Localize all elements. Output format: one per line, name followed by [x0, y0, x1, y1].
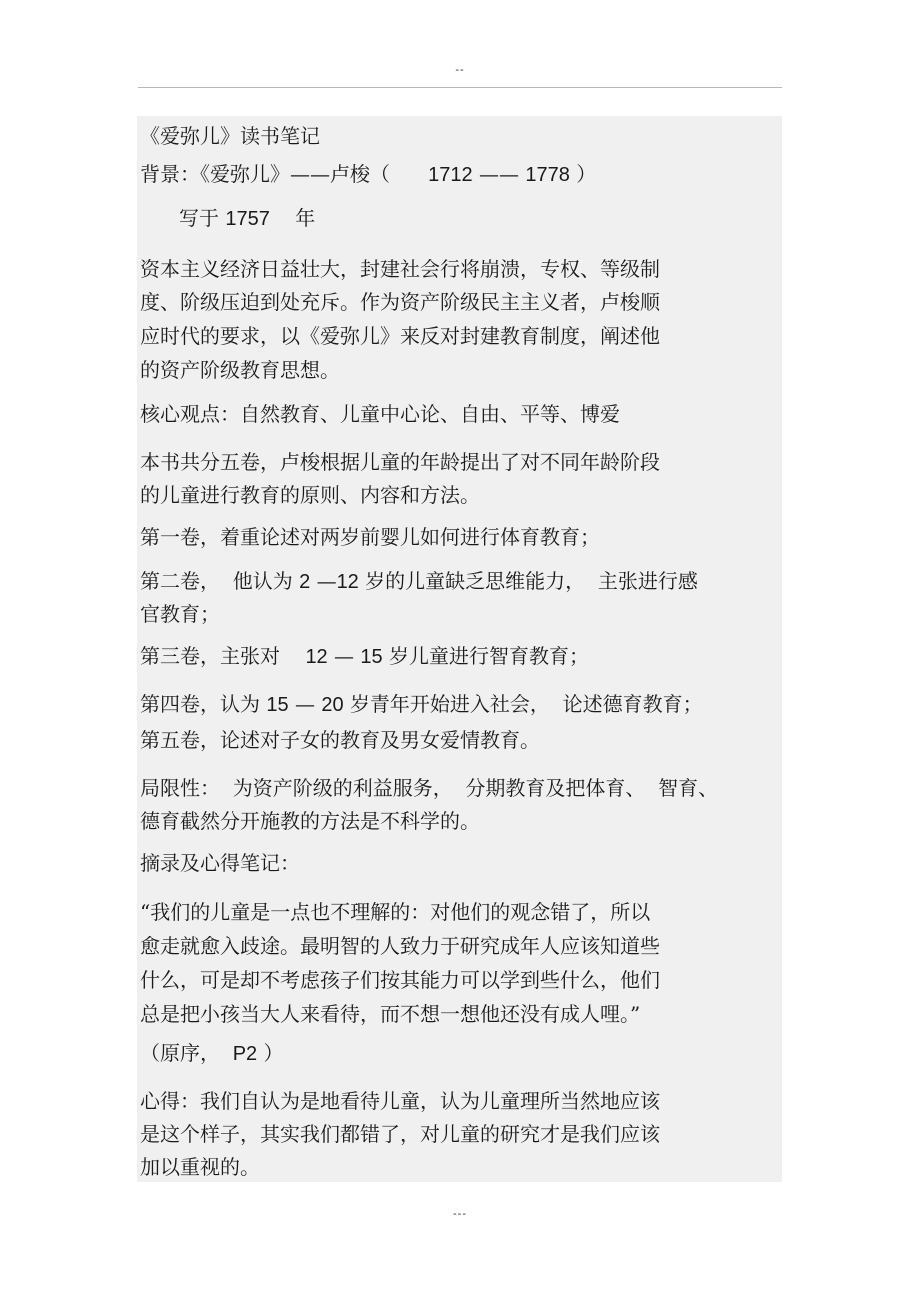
limitations-line-2: 德育截然分开施教的方法是不科学的。	[140, 809, 480, 833]
volume-3-age-to: 15	[360, 646, 383, 668]
volume-2-age-to: 12	[336, 571, 359, 593]
year-dash: ——	[479, 162, 520, 186]
volume-5: 第五卷，论述对子女的教育及男女爱情教育。	[140, 728, 540, 752]
quote-line-3: 什么，可是却不考虑孩子们按其能力可以学到些什么，他们	[140, 968, 660, 992]
background-prefix: 背景：《爱弥儿》——卢梭（	[140, 162, 390, 186]
structure-line-2: 的儿童进行教育的原则、内容和方法。	[140, 483, 480, 507]
volume-3-age-sep: —	[334, 644, 355, 668]
written-suffix: 年	[295, 206, 316, 230]
written-line	[179, 206, 315, 231]
citation-suffix: ）	[263, 1041, 284, 1065]
volume-1: 第一卷，着重论述对两岁前婴儿如何进行体育教育；	[140, 525, 600, 549]
quote-line-1: “我们的儿童是一点也不理解的：对他们的观念错了，所以	[140, 900, 651, 924]
reflection-line-3: 加以重视的。	[140, 1155, 260, 1179]
context-line-2: 度、阶级压迫到处充斥。作为资产阶级民主主义者，卢梭顺	[140, 290, 660, 314]
volume-2-age-from: 2	[299, 571, 311, 593]
volume-4-age-sep: —	[294, 692, 315, 716]
context-line-3: 应时代的要求，以《爱弥儿》来反对封建教育制度，阐述他	[140, 324, 660, 348]
volume-4-age-to: 20	[321, 694, 344, 716]
volume-3-intro: 第三卷，主张对	[140, 644, 293, 668]
quote-line-4: 总是把小孩当大人来看待，而不想一想他还没有成人哩。”	[140, 1002, 641, 1026]
quote-line-2: 愈走就愈入歧途。最明智的人致力于研究成年人应该知道些	[140, 934, 660, 958]
document-body	[137, 116, 782, 1182]
limitations-line-1: 局限性： 为资产阶级的利益服务， 分期教育及把体育、 智育、	[140, 776, 719, 800]
page-header-mark: --	[455, 64, 465, 76]
volume-3-age-from: 12	[305, 646, 328, 668]
volume-4	[140, 692, 703, 717]
written-year: 1757	[225, 208, 270, 230]
volume-4-age-from: 15	[266, 694, 289, 716]
birth-year: 1712	[428, 164, 473, 186]
background-suffix: ）	[576, 162, 597, 186]
background-line	[140, 162, 596, 187]
context-line-4: 的资产阶级教育思想。	[140, 358, 340, 382]
citation-page: P2	[232, 1043, 258, 1065]
page-footer-mark: ---	[453, 1208, 467, 1220]
reflection-line-2: 是这个样子，其实我们都错了，对儿童的研究才是我们应该	[140, 1122, 660, 1146]
volume-3	[140, 644, 589, 669]
citation	[140, 1041, 284, 1066]
volume-2-line-2: 官教育；	[140, 602, 220, 626]
volume-2-rest: 岁的儿童缺乏思维能力， 主张进行感	[365, 569, 698, 593]
structure-line-1: 本书共分五卷，卢梭根据儿童的年龄提出了对不同年龄阶段	[140, 450, 660, 474]
excerpt-heading: 摘录及心得笔记：	[140, 851, 300, 875]
volume-2-line-1	[140, 569, 698, 594]
header-divider	[138, 87, 782, 88]
death-year: 1778	[525, 164, 570, 186]
reflection-line-1: 心得：我们自认为是地看待儿童，认为儿童理所当然地应该	[140, 1089, 660, 1113]
context-line-1: 资本主义经济日益壮大，封建社会行将崩溃，专权、等级制	[140, 257, 660, 281]
document-title: 《爱弥儿》读书笔记	[140, 124, 320, 148]
core-views: 核心观点：自然教育、儿童中心论、自由、平等、博爱	[140, 402, 620, 426]
volume-2-age-sep: —	[316, 569, 337, 593]
volume-4-rest: 岁青年开始进入社会， 论述德育教育；	[349, 692, 703, 716]
volume-3-rest: 岁儿童进行智育教育；	[389, 644, 590, 668]
written-prefix: 写于	[179, 206, 219, 230]
citation-prefix: （原序，	[140, 1041, 220, 1065]
volume-2-intro: 第二卷， 他认为	[140, 569, 293, 593]
volume-4-intro: 第四卷，认为	[140, 692, 260, 716]
